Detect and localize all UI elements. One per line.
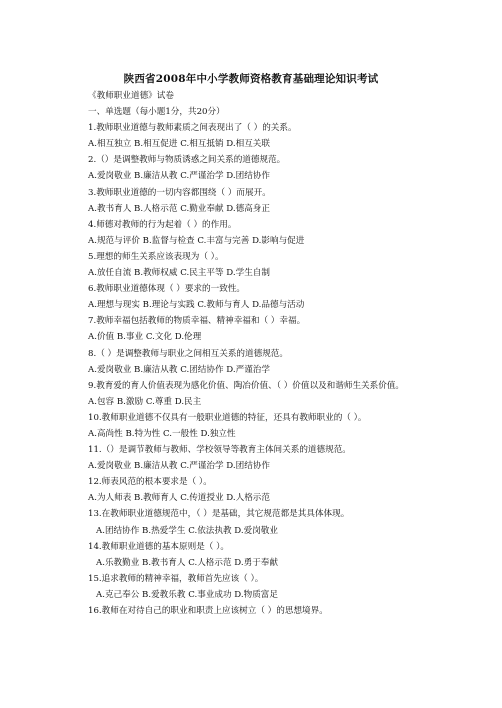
question-11: 11.（）是调节教师与教师、学校领导等教育主体间关系的道德规范。 [88,445,351,456]
options-9: A.包容 B.激励 C.尊重 D.民主 [88,396,202,407]
question-16: 16.教师在对待自己的职业和职责上应该树立（ ）的思想境界。 [88,606,328,616]
exam-subtitle: 《教师职业道德》试卷 [88,91,174,101]
options-13: A.团结协作 B.热爱学生 C.依法执教 D.爱岗敬业 [96,525,278,536]
options-11: A.爱岗敬业 B.廉洁从教 C.严谨治学 D.团结协作 [88,461,270,472]
options-3: A.教书育人 B.人格示范 C.勤业奉献 D.德高身正 [88,203,270,214]
question-10: 10.教师职业道德不仅具有一般职业道德的特征，还具有教师职业的（ ）。 [88,412,367,423]
question-15: 15.追求教师的精神幸福，教师首先应该（ ）。 [88,573,264,584]
section-heading: 一、单选题（每小题1分，共20分） [88,107,225,118]
question-7: 7.教师幸福包括教师的物质幸福、精神幸福和（ ）幸福。 [88,316,306,327]
question-3: 3.教师职业道德的一切内容都围绕（ ）而展开。 [88,187,271,198]
options-4: A.规范与评价 B.监督与检查 C.丰富与完善 D.影响与促进 [88,235,305,246]
options-10: A.高尚性 B.特为性 C.一般性 D.独立性 [88,428,236,439]
options-6: A.理想与现实 B.理论与实践 C.教师与育人 D.品德与活动 [88,300,305,311]
options-8: A.爱岗敬业 B.廉洁从教 C.团结协作 D.严谨治学 [88,364,270,375]
document-title: 陕西省2008年中小学教师资格教育基础理论知识考试 [123,73,379,85]
options-1: A.相互独立 B.相互促进 C.相互抵销 D.相互关联 [88,139,270,150]
options-7: A.价值 B.事业 C.文化 D.伦理 [88,332,202,343]
question-1: 1.教师职业道德与教师素质之间表现出了（ ）的关系。 [88,123,297,134]
question-2: 2.（）是调整教师与物质诱惑之间关系的道德规范。 [88,155,286,166]
options-2: A.爱岗敬业 B.廉洁从教 C.严谨治学 D.团结协作 [88,171,270,182]
question-9: 9.教育爱的育人价值表现为感化价值、陶冶价值、（ ）价值以及和谐师生关系价值。 [88,380,405,391]
question-5: 5.理想的师生关系应该表现为（ ）。 [88,251,224,262]
question-4: 4.师德对教师的行为起着（ ）的作用。 [88,219,237,230]
question-8: 8.（ ）是调整教师与职业之间相互关系的道德规范。 [88,348,288,359]
document-body [88,88,418,619]
options-12: A.为人师表 B.教师育人 C.传道授业 D.人格示范 [88,493,270,504]
question-12: 12.师表风范的根本要求是（ ）。 [88,477,212,488]
options-5: A.放任自流 B.教师权威 C.民主平等 D.学生自制 [88,268,270,279]
question-13: 13.在教师职业道德规范中，（ ）是基础，其它规范都是其具体体现。 [88,509,350,520]
options-15: A.克己奉公 B.爱教乐教 C.事业成功 D.物质富足 [96,589,278,600]
question-6: 6.教师职业道德体现（ ）要求的一致性。 [88,284,246,295]
options-14: A.乐教勤业 B.教书育人 C.人格示范 D.勇于奉献 [96,557,278,568]
question-14: 14.教师职业道德的基本原则是（ ）。 [88,541,230,552]
